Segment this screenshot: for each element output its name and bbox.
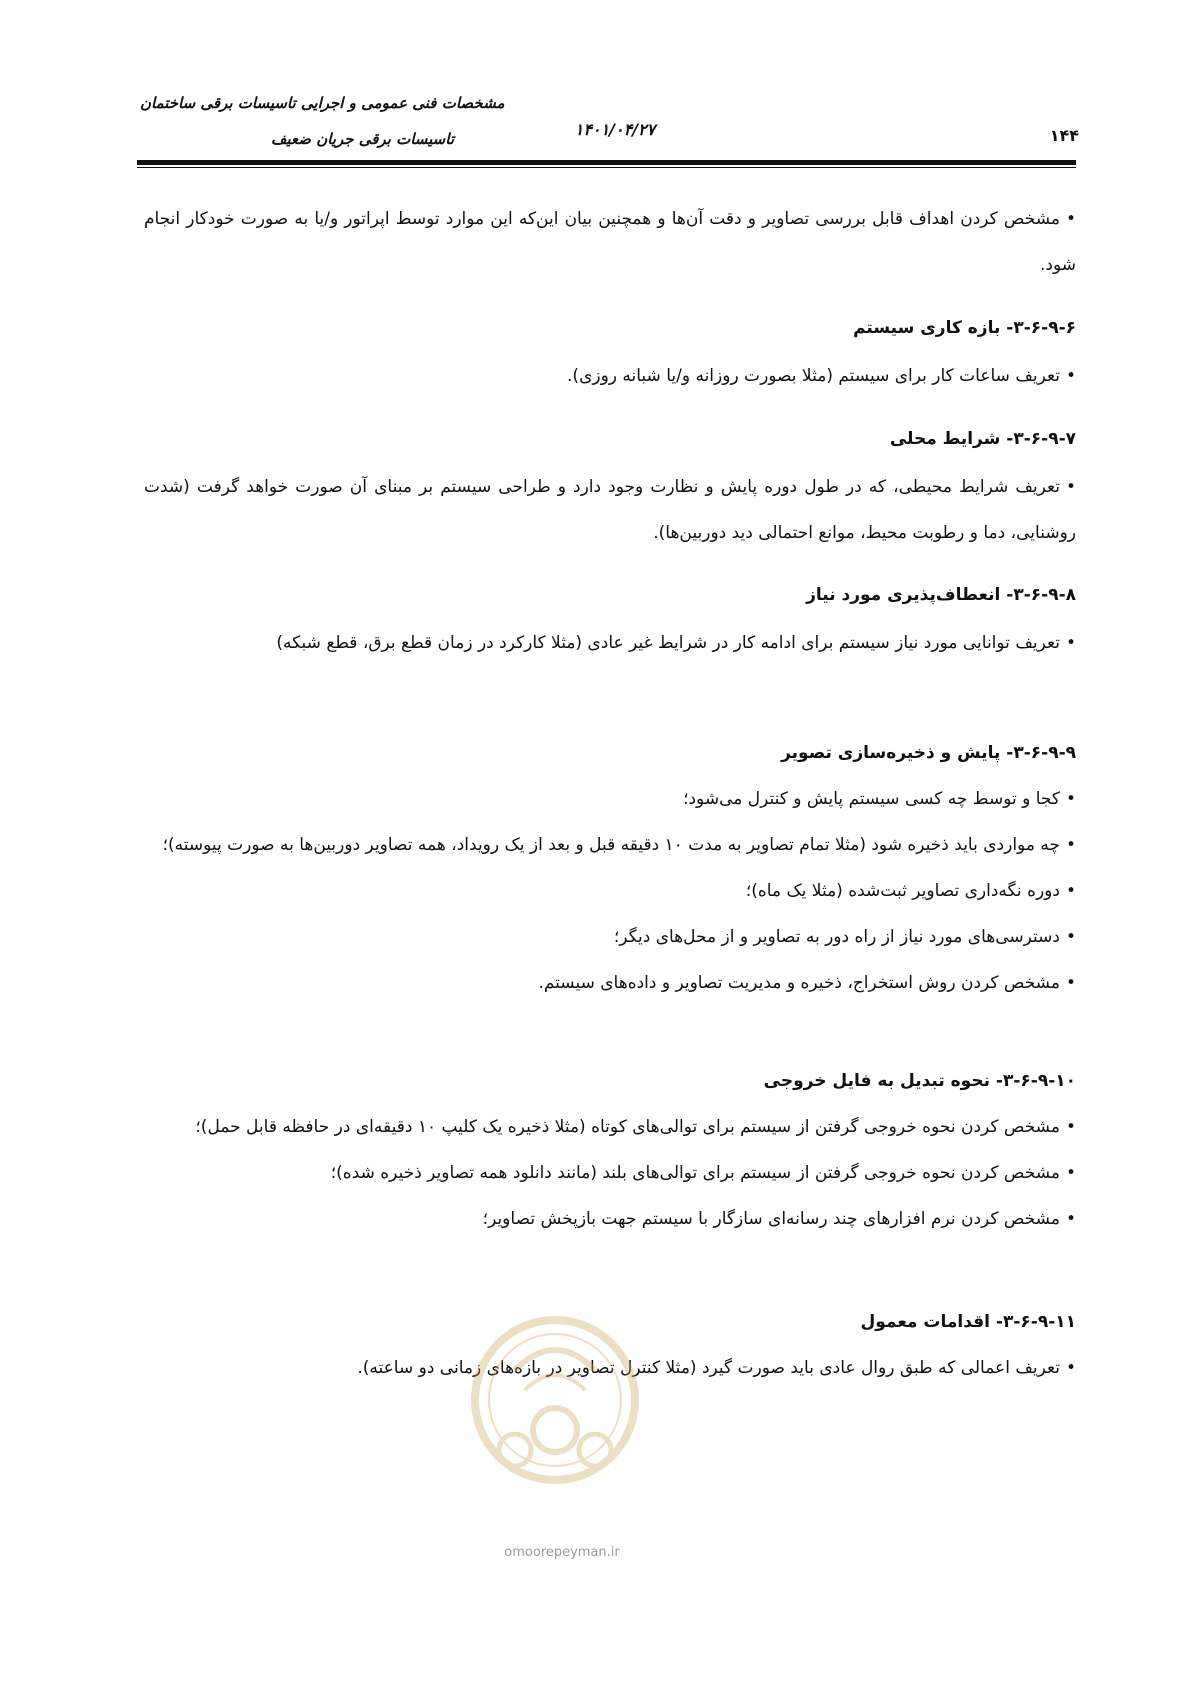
bullet-glyph: • (1065, 1209, 1076, 1229)
bullet-text: مشخص کردن اهداف قابل بررسی تصاویر و دقت آن‌ها و همچنین بیان این‌که این موارد توسط اپراتور و/یا به صورت خودکار انجام شود. (144, 209, 1076, 275)
bullet-text: تعریف ساعات کار برای سیستم (مثلا بصورت روزانه و/یا شبانه روزی). (567, 366, 1060, 386)
list-item (144, 1150, 1076, 1196)
page-number: ۱۴۴ (1049, 126, 1079, 145)
header-date: ۱۴۰۱/۰۴/۲۷ (574, 120, 656, 139)
bullet-text: مشخص کردن نحوه خروجی گرفتن از سیستم برای توالی‌های بلند (مانند دانلود همه تصاویر ذخیره شده)؛ (330, 1163, 1060, 1183)
header-rule-thin (137, 167, 1076, 168)
section-heading: ۳-۶-۹-۹- پایش و ذخیره‌سازی تصویر (781, 743, 1076, 763)
bullet-glyph: • (1065, 209, 1076, 229)
bullet-glyph: • (1065, 973, 1076, 993)
list-item (144, 1104, 1076, 1150)
header-rule-thick (137, 160, 1076, 165)
bullet-glyph: • (1065, 835, 1076, 855)
bullet-glyph: • (1065, 1163, 1076, 1183)
section-heading: ۳-۶-۹-۸- انعطاف‌پذیری مورد نیاز (806, 585, 1076, 605)
list-item (144, 620, 1160, 666)
bullet-text: تعریف شرایط محیطی، که در طول دوره پایش و نظارت وجود دارد و طراحی سیستم بر مبنای آن صورت خواهد گرفت (شدت روشنایی، دما و رطوبت محیط، موانع احتمالی دید دوربین‌ها). (144, 477, 1076, 543)
bullet-text: دوره نگه‌داری تصاویر ثبت‌شده (مثلا یک ماه)؛ (745, 881, 1060, 901)
header-title: مشخصات فنی عمومی و اجرایی تاسیسات برقی ساختمان (140, 94, 505, 112)
section-heading: ۳-۶-۹-۱۰- نحوه تبدیل به فایل خروجی (763, 1071, 1076, 1091)
header-subtitle: تاسیسات برقی جریان ضعیف (270, 130, 454, 148)
list-item (144, 1196, 1076, 1242)
section-heading: ۳-۶-۹-۱۱- اقدامات معمول (860, 1312, 1076, 1332)
bullet-text: مشخص کردن نحوه خروجی گرفتن از سیستم برای توالی‌های کوتاه (مثلا ذخیره یک کلیپ ۱۰ دقیقه‌ای در حافظه قابل حمل)؛ (195, 1117, 1060, 1137)
bullet-list (144, 1104, 1160, 1242)
bullet-text: دسترسی‌های مورد نیاز از راه دور به تصاویر و از محل‌های دیگر؛ (613, 927, 1060, 947)
bullet-glyph: • (1065, 881, 1076, 901)
bullet-glyph: • (1065, 927, 1076, 947)
list-item (144, 914, 1076, 960)
watermark-url: omoorepeyman.ir (504, 1545, 620, 1560)
section-heading: ۳-۶-۹-۷- شرایط محلی (889, 429, 1076, 449)
list-item (144, 868, 1076, 914)
list-item (144, 960, 1076, 1006)
bullet-glyph: • (1065, 1358, 1076, 1378)
list-item (144, 776, 1076, 822)
bullet-glyph: • (1065, 1117, 1076, 1137)
intro-bullet (144, 196, 1160, 288)
bullet-text: تعریف توانایی مورد نیاز سیستم برای ادامه کار در شرایط غیر عادی (مثلا کارکرد در زمان قطع برق، قطع شبکه) (276, 633, 1060, 653)
bullet-glyph: • (1065, 789, 1076, 809)
section-heading: ۳-۶-۹-۶- بازه کاری سیستم (853, 318, 1076, 338)
bullet-text: تعریف اعمالی که طبق روال عادی باید صورت گیرد (مثلا کنترل تصاویر در بازه‌های زمانی دو ساعته). (357, 1358, 1060, 1378)
bullet-text: چه مواردی باید ذخیره شود (مثلا تمام تصاویر به مدت ۱۰ دقیقه قبل و بعد از یک رویداد، همه تصاویر دوربین‌ها به صورت پیوسته)؛ (162, 835, 1060, 855)
bullet-glyph: • (1065, 477, 1076, 497)
bullet-glyph: • (1065, 366, 1076, 386)
bullet-list (144, 776, 1160, 1006)
list-item (144, 822, 1076, 868)
list-item (144, 464, 1160, 556)
list-item (144, 353, 1160, 399)
bullet-text: کجا و توسط چه کسی سیستم پایش و کنترل می‌شود؛ (683, 789, 1060, 809)
watermark-logo-icon (455, 1290, 655, 1540)
bullet-text: مشخص کردن روش استخراج، ذخیره و مدیریت تصاویر و داده‌های سیستم. (538, 973, 1060, 993)
bullet-glyph: • (1065, 633, 1076, 653)
bullet-text: مشخص کردن نرم افزارهای چند رسانه‌ای سازگار با سیستم جهت بازپخش تصاویر؛ (482, 1209, 1060, 1229)
